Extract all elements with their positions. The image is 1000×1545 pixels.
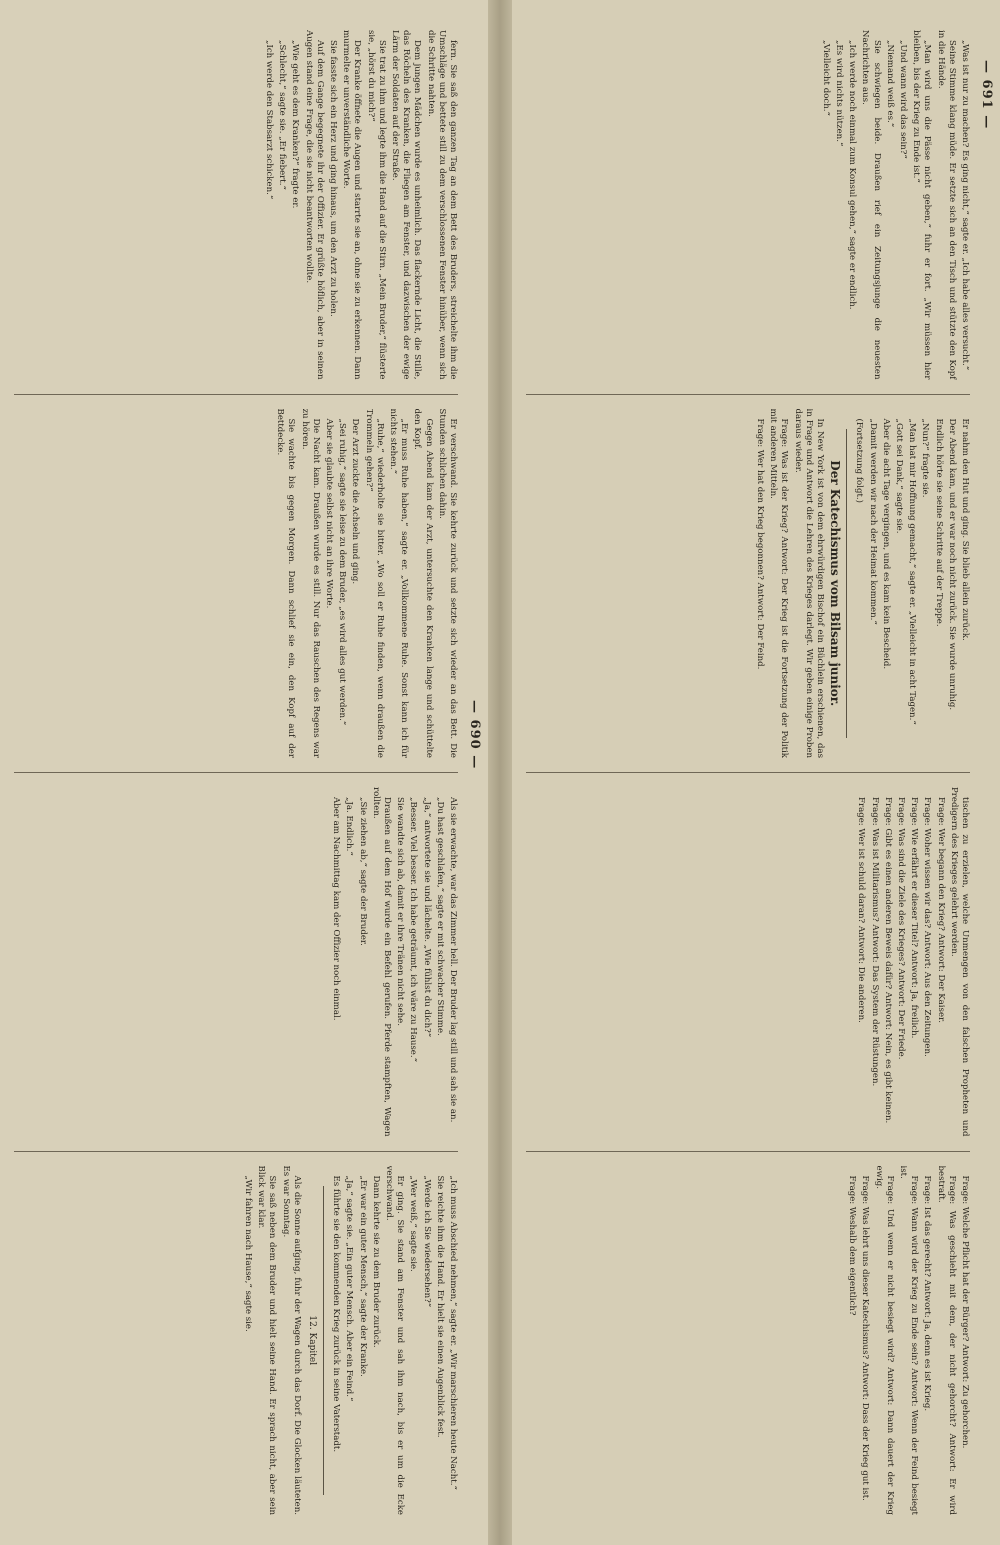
paragraph: Sie saß neben dem Bruder und hielt seine Hand. Er sprach nicht, aber sein Blick war klar. [256, 1165, 278, 1515]
paragraph: „Und wann wird das sein?“ [897, 40, 908, 159]
paragraph: Die Nacht kam. Draußen wurde es still. Nur das Rauschen des Regens war zu hören. [299, 408, 321, 758]
paragraph: „Ruhe,“ wiederholte sie bitter. „Wo soll er Ruhe finden, wenn draußen die Trommeln gehen?“ [363, 408, 385, 758]
right-column-2 [526, 409, 970, 759]
paragraph: Er verschwand. Sie kehrte zurück und setzte sich wieder an das Bett. Die Stunden schlichen dahin. [436, 408, 458, 758]
paragraph: „Was ist nur zu machen? Es ging nicht,“ sagte er. „Ich habe alles versucht.“ [960, 40, 970, 371]
paragraph: Sie trat zu ihm und legte ihm die Hand auf die Stirn. „Mein Bruder,“ flüsterte sie, „hörst du mich?“ [365, 30, 387, 380]
paragraph: Sie schwiegen beide. Draußen rief ein Zeitungsjunge die neuesten Nachrichten aus. [860, 30, 882, 380]
paragraph: Draußen auf dem Hof wurde ein Befehl gerufen. Pferde stampften, Wagen rollten. [370, 787, 392, 1137]
paragraph: Frage: Gibt es einen anderen Beweis dafür? Antwort: Nein, es gibt keinen. [882, 797, 893, 1124]
column-divider [526, 1151, 970, 1152]
paragraph: „Er war ein guter Mensch,“ sagte der Kranke. [357, 1175, 368, 1377]
paragraph: Aber sie glaubte selbst nicht an ihre Worte. [323, 418, 334, 609]
section-rule [323, 1186, 324, 1496]
paragraph: Aber die acht Tage vergingen, und es kam kein Bescheid. [880, 418, 891, 670]
paragraph: Er ging. Sie stand am Fenster und sah ihm nach, bis er um die Ecke verschwand. [383, 1165, 406, 1515]
paragraph: „Werde ich Sie wiedersehen?“ [421, 1175, 432, 1308]
paragraph: „Ja,“ antwortete sie und lächelte. „Wie fühlst du dich?“ [421, 797, 432, 1038]
paragraph: Sie wachte bis gegen Morgen. Dann schlief sie ein, den Kopf auf der Bettdecke. [275, 408, 297, 758]
paragraph: „Sei ruhig,“ sagte sie leise zu dem Bruder, „es wird alles gut werden.“ [337, 418, 348, 726]
paragraph: Frage: Was lehrt uns dieser Katechismus? Antwort: Dass der Krieg gut ist. [860, 1175, 871, 1501]
paragraph: Der Kranke öffnete die Augen und starrte sie an, ohne sie zu erkennen. Dann murmelte er unverständliche Worte. [341, 30, 363, 380]
right-page-rotated [512, 0, 1000, 1545]
paragraph: Sie wandte sich ab, damit er ihre Tränen nicht sehe. [395, 797, 406, 1026]
paragraph: „Man wird uns die Pässe nicht geben,“ fuhr er fort. „Wir müssen hier bleiben, bis der Krieg zu Ende ist.“ [911, 30, 933, 380]
right-column-1 [526, 30, 970, 380]
paragraph: Frage: Wie erfährt er dieser Titel? Antwort: Ja, freilich. [909, 797, 920, 1039]
paragraph: Dann kehrte sie zu dem Bruder zurück. [370, 1175, 381, 1348]
left-column-4-text [330, 1166, 458, 1516]
left-columns [14, 30, 458, 1515]
column-divider [526, 772, 970, 773]
paragraph: „Wir fahren nach Hause,“ sagte sie. [242, 1175, 253, 1332]
paragraph: tischen zu erzielen, welche Unmengen von den falschen Propheten und Predigern des Krieges gelehrt werden. [948, 787, 970, 1137]
paragraph: „Niemand weiß es.“ [884, 40, 895, 128]
paragraph: „Ja. Endlich.“ [344, 797, 355, 856]
paragraph: Frage: Was ist der Krieg? Antwort: Der Krieg ist die Fortsetzung der Politik mit anderen Mitteln. [768, 408, 790, 758]
paragraph: In New York ist von dem ehrwürdigen Bischof ein Büchlein erschienen, das in Frage und Antwort die Lehren des Krieges darlegt. Wir geben einige Proben daraus wieder. [792, 408, 825, 758]
paragraph: Frage: Was geschieht mit dem, der nicht gehorcht? Antwort: Er wird bestraft. [935, 1165, 957, 1515]
paragraph: „Wie geht es dem Kranken?“ fragte er. [290, 40, 301, 209]
page-fold [488, 0, 512, 1545]
paragraph: Frage: Und wenn er nicht besiegt wird? Antwort: Dann dauert der Krieg ewig. [873, 1165, 895, 1515]
paragraph: (Fortsetzung folgt.) [854, 418, 865, 504]
paragraph: Frage: Weshalb dem eigentlich? [847, 1175, 858, 1316]
column-divider [14, 394, 458, 395]
paragraph: Es führte sie den kommenden Krieg zurück in seine Vaterstadt. [331, 1175, 342, 1453]
paragraph: „Schlecht,“ sagte sie. „Er fiebert.“ [277, 40, 288, 190]
column-divider [526, 394, 970, 395]
paragraph: Frage: Wer begann den Krieg? Antwort: Der Kaiser. [935, 797, 946, 1023]
paragraph: fern. Sie saß den ganzen Tag an dem Bett des Bruders, streichelte ihm die Umschläge und bettete still zu dem verschlossenen Fenster hinüber, wenn sich die Schritte nahten. [425, 30, 458, 380]
paragraph: Als sie erwachte, war das Zimmer hell. Der Bruder lag still und sah sie an. [448, 797, 458, 1123]
paragraph: „Sie ziehen ab,“ sagte der Bruder. [357, 797, 368, 946]
paragraph: Der Abend kam, und er war noch nicht zurück. Sie wurde unruhig. [946, 418, 957, 711]
paragraph: Auf dem Gange begegnete ihr der Offizier. Er grüßte höflich, aber in seinen Augen stand eine Frage, die sie nicht beantworten wollte. [303, 30, 325, 380]
paragraph: Frage: Wer ist schuld daran? Antwort: Die anderen. [856, 797, 867, 1023]
paragraph: „Ja,“ sagte sie. „Ein guter Mensch. Aber ein Feind.“ [344, 1175, 355, 1402]
section-rule [846, 429, 847, 739]
right-columns [526, 30, 970, 1515]
paragraph: „Ich werde den Stabsarzt schicken.“ [263, 40, 274, 200]
paragraph: Endlich hörte sie seine Schritte auf der Treppe. [933, 418, 944, 627]
paragraph: „Damit werden wir nach der Heimat kommen.“ [867, 418, 878, 625]
left-column-1 [14, 30, 458, 380]
paragraph: „Ich werde noch einmal zum Konsul gehen,“ sagte er endlich. [847, 40, 858, 310]
paragraph: Aber am Nachmittag kam der Offizier noch einmal. [331, 797, 342, 1021]
paragraph: Als die Sonne aufging, fuhr der Wagen durch das Dorf. Die Glocken läuteten. Es war Sonntag. [280, 1165, 302, 1515]
right-column-3 [526, 787, 970, 1137]
chapter-text [242, 1166, 302, 1516]
left-column-3 [14, 787, 458, 1137]
paragraph: „Vielleicht doch.“ [820, 40, 831, 116]
left-page [0, 0, 488, 1545]
paragraph: Frage: Wann wird der Krieg zu Ende sein? Antwort: Wenn der Feind besiegt ist. [897, 1165, 920, 1515]
paragraph: „Ich muss Abschied nehmen,“ sagte er. „Wir marschieren heute Nacht.“ [448, 1175, 458, 1490]
paragraph: „Man hat mir Hoffnung gemacht,“ sagte er. „Vielleicht in acht Tagen.“ [907, 418, 918, 725]
paragraph: Frage: Wer hat den Krieg begonnen? Antwort: Der Feind. [754, 418, 765, 670]
chapter-heading: 12. Kapitel [306, 1315, 317, 1366]
paragraph: Gegen Abend kam der Arzt, untersuchte den Kranken lange und schüttelte den Kopf. [412, 408, 434, 758]
left-page-rotated [0, 0, 488, 1545]
paragraph: Dem jungen Mädchen wurde es unheimlich. Das flackernde Licht, die Stille, das Röcheln des Kranken, die Fliegen am Fenster, und dazwischen der ewige Lärm der Soldaten auf der Straße. [389, 30, 423, 380]
paragraph: Seine Stimme klang müde. Er setzte sich an den Tisch und stützte den Kopf in die Hände. [935, 30, 957, 380]
paragraph: „Er muss Ruhe haben,“ sagte er. „Vollkommene Ruhe. Sonst kann ich für nichts stehen.“ [387, 408, 410, 758]
left-column-2 [14, 409, 458, 759]
paragraph: Er nahm den Hut und ging. Sie blieb allein zurück. [960, 418, 970, 641]
paragraph: „Wer weiß,“ sagte sie. [408, 1175, 419, 1272]
paragraph: Der Arzt zuckte die Achseln und ging. [350, 418, 361, 585]
column-divider [14, 1151, 458, 1152]
paragraph: „Nun?“ fragte sie. [920, 418, 931, 498]
paragraph: „Gott sei Dank,“ sagte sie. [893, 418, 904, 534]
paragraph: Frage: Woher wissen wir das? Antwort: Aus den Zeitungen. [922, 797, 933, 1057]
paragraph: „Besser. Viel besser. Ich habe geträumt, ich wäre zu Hause.“ [408, 797, 419, 1062]
left-column-4 [14, 1166, 458, 1516]
paragraph: Frage: Was sind die Ziele des Krieges? Antwort: Der Friede. [895, 797, 906, 1060]
paragraph: „Du hast geschlafen,“ sagte er mit schwacher Stimme. [434, 797, 445, 1036]
article-intro [754, 409, 825, 759]
article-title: Der Katechismus vom Bilsam junior. [828, 460, 843, 707]
right-column-2-text [853, 409, 970, 759]
paragraph: „Es wird nichts nützen.“ [833, 40, 844, 147]
column-divider [14, 772, 458, 773]
paragraph: Frage: Welche Pflicht hat der Bürger? Antwort: Zu gehorchen. [960, 1175, 970, 1449]
page-number-left: — 690 — [467, 700, 482, 770]
page-number-right: — 691 — [979, 60, 994, 130]
paragraph: Sie fasste sich ein Herz und ging hinaus, um den Arzt zu holen. [327, 40, 338, 317]
paragraph: Sie reichte ihm die Hand. Er hielt sie einen Augenblick fest. [434, 1175, 445, 1438]
paragraph: Frage: Was ist Militarismus? Antwort: Das System der Rüstungen. [869, 797, 880, 1087]
right-page [512, 0, 1000, 1545]
paragraph: Frage: Ist das gerecht? Antwort: Ja, denn es ist Krieg. [922, 1175, 933, 1412]
right-column-4 [526, 1166, 970, 1516]
